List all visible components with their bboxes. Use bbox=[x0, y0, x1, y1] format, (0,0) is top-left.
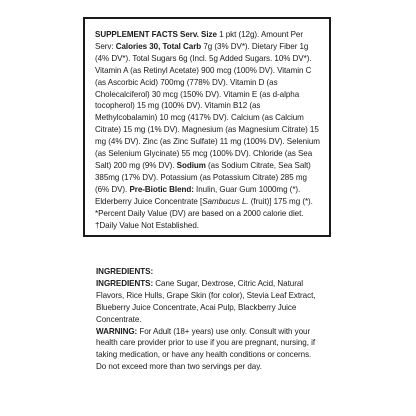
ingredients-section bbox=[96, 266, 332, 373]
prebiotic-value: Inulin, Guar Gum 1000mg (*). Elderberry Juice Concentrate [ bbox=[95, 184, 301, 206]
daily-value-note: (fruit)] 175 mg (*). *Percent Daily Value (DV) are based on a 2000 calorie diet. †Daily Value Not Established. bbox=[95, 196, 313, 230]
serv-size-value: 1 pkt (12g). Amount Per Serv: bbox=[95, 30, 303, 51]
ingredients-list: Cane Sugar, Dextrose, Citric Acid, Natural Flavors, Rice Hulls, Grape Skin (for color), Stevia Leaf Extract, Blueberry Juice Concentrate, Acai Pulp, Blackberry Juice Concentrate. bbox=[96, 278, 316, 324]
facts-title: SUPPLEMENT FACTS bbox=[95, 30, 178, 39]
sodium-value: (as Sodium Citrate, Sea Salt) 385mg (17% DV). Potassium (as Potassium Citrate) 285 mg (6% DV). bbox=[95, 160, 311, 194]
nutrient-list: 7g (3% DV*). Dietary Fiber 1g (4% DV*). Total Sugars 6g (Incl. 5g Added Sugars. 10% DV*). Vitamin A (as Retinyl Acetate) 900 mcg (100% DV). Vitamin C (as Ascorbic Acid) 700mg (778% DV). Vitamin D (as Cholecalciferol) 30 mcg (150% DV). Vitamin E (as d-alpha tocopherol) 15 mg (100% DV). Vitamin B12 (as Methylcobalamin) 10 mcg (417% DV). Calcium (as Calcium Citrate) 15 mg (1% DV). Magnesium (as Magnesium Citrate) 15 mg (4% DV). Zinc (as Zinc Sulfate) 11 mg (100% DV). Selenium (as Selenium Glycinate) 55 mcg (100% DV). Chloride (as Sea Salt) 200 mg (9% DV). bbox=[95, 41, 320, 170]
warning-paragraph bbox=[96, 326, 332, 362]
supplement-facts-panel bbox=[83, 17, 331, 237]
ingredients-label: INGREDIENTS: bbox=[96, 278, 154, 288]
prebiotic-label: Pre-Biotic Blend: bbox=[129, 184, 194, 194]
sambucus-name: Sambucus L. bbox=[202, 196, 249, 206]
warning-label: WARNING: bbox=[96, 326, 138, 336]
warning-text: For Adult (18+ years) use only. Consult with your health care provider prior to use if you are pregnant, nursing, if taking medication, or have any health conditions or concerns. bbox=[96, 326, 316, 360]
dosage-note: Do not exceed more than two servings per day. bbox=[96, 362, 262, 372]
ingredients-paragraph bbox=[96, 278, 332, 326]
sodium-label: Sodium bbox=[176, 160, 206, 170]
serv-size-label: Serv. Size bbox=[180, 30, 217, 39]
calories-label: Calories 30, Total Carb bbox=[115, 41, 202, 51]
ingredients-heading: INGREDIENTS: bbox=[96, 267, 154, 276]
